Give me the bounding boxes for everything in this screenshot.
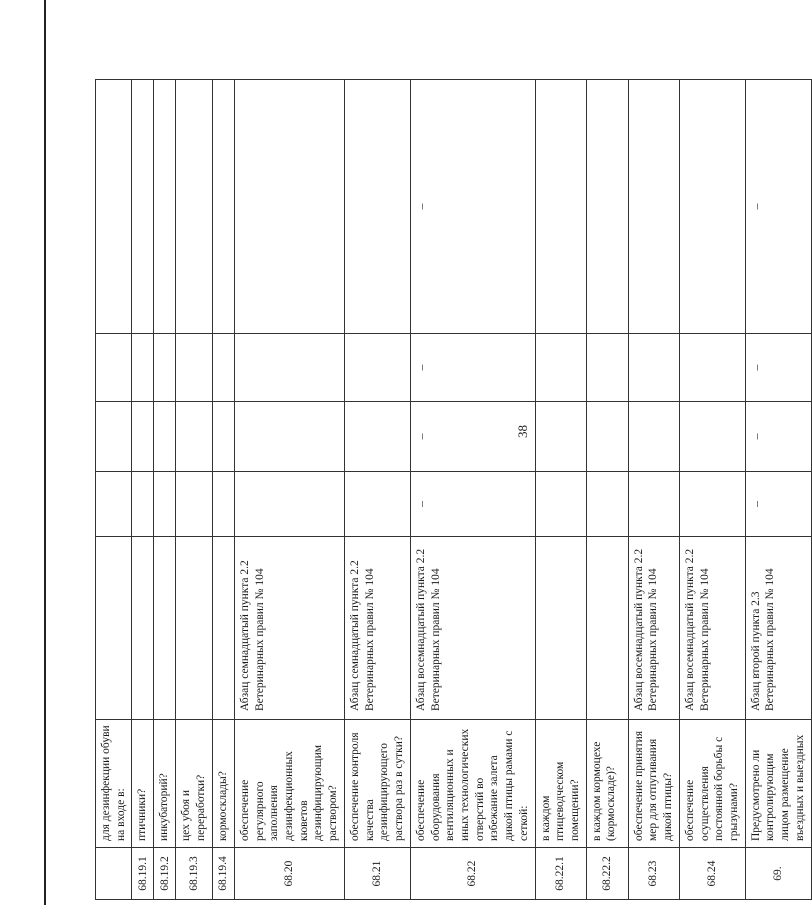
- mark-cell-na: [154, 334, 176, 402]
- question-cell: обеспечение принятия мер для отпугивания дикой птицы?: [628, 720, 679, 848]
- question-cell: в каждом птицеводческом помещении?: [535, 720, 586, 848]
- table-row: [410, 80, 535, 900]
- table-row: [745, 80, 811, 900]
- mark-cell-notes: –: [745, 80, 811, 334]
- table-row: [176, 80, 212, 900]
- row-number-cell: 68.21: [344, 848, 410, 900]
- mark-cell-yes: [96, 472, 132, 537]
- table-row: [212, 80, 234, 900]
- mark-cell-yes: [154, 472, 176, 537]
- mark-cell-yes: [176, 472, 212, 537]
- row-number-cell: 68.22: [410, 848, 535, 900]
- question-cell: обеспечение осуществления постоянной борьбы с грызунами?: [679, 720, 745, 848]
- reference-cell: [132, 537, 154, 720]
- mark-cell-na: [628, 334, 679, 402]
- mark-cell-no: [154, 402, 176, 472]
- mark-cell-no: [679, 402, 745, 472]
- mark-cell-notes: [535, 80, 586, 334]
- mark-cell-notes: [212, 80, 234, 334]
- mark-cell-na: –: [410, 334, 535, 402]
- mark-cell-yes: [535, 472, 586, 537]
- checklist-table: [95, 79, 812, 900]
- row-number-cell: 68.20: [234, 848, 344, 900]
- mark-cell-na: [535, 334, 586, 402]
- question-cell: птичники?: [132, 720, 154, 848]
- reference-cell: Абзац второй пункта 2.3 Ветеринарных правил № 104: [745, 537, 811, 720]
- question-cell: обеспечение контроля качества дезинфицирующего раствора раз в сутки?: [344, 720, 410, 848]
- row-number-cell: 68.19.2: [154, 848, 176, 900]
- table-row: [535, 80, 586, 900]
- mark-cell-na: [212, 334, 234, 402]
- mark-cell-na: [586, 334, 628, 402]
- table-row: [132, 80, 154, 900]
- question-cell: инкубаторий?: [154, 720, 176, 848]
- mark-cell-na: [132, 334, 154, 402]
- mark-cell-notes: [679, 80, 745, 334]
- mark-cell-yes: [132, 472, 154, 537]
- reference-cell: [176, 537, 212, 720]
- mark-cell-notes: [628, 80, 679, 334]
- mark-cell-no: [132, 402, 154, 472]
- reference-cell: Абзац восемнадцатый пункта 2.2 Ветеринарных правил № 104: [628, 537, 679, 720]
- mark-cell-no: [586, 402, 628, 472]
- mark-cell-na: [344, 334, 410, 402]
- mark-cell-yes: –: [745, 472, 811, 537]
- mark-cell-no: [96, 402, 132, 472]
- table-row: [628, 80, 679, 900]
- mark-cell-notes: [132, 80, 154, 334]
- row-number-cell: 68.22.2: [586, 848, 628, 900]
- mark-cell-na: [96, 334, 132, 402]
- page-left-border: [44, 0, 46, 905]
- mark-cell-yes: [344, 472, 410, 537]
- table-row: [586, 80, 628, 900]
- reference-cell: [154, 537, 176, 720]
- reference-cell: Абзац семнадцатый пункта 2.2 Ветеринарных правил № 104: [234, 537, 344, 720]
- table-row: [154, 80, 176, 900]
- mark-cell-no: –: [745, 402, 811, 472]
- mark-cell-no: [628, 402, 679, 472]
- mark-cell-notes: –: [410, 80, 535, 334]
- mark-cell-yes: [679, 472, 745, 537]
- mark-cell-no: [176, 402, 212, 472]
- table-row: [679, 80, 745, 900]
- row-number-cell: 68.22.1: [535, 848, 586, 900]
- row-number-cell: 68.19.4: [212, 848, 234, 900]
- table-row: [96, 80, 132, 900]
- mark-cell-yes: [628, 472, 679, 537]
- question-cell: обеспечение оборудования вентиляционных и иных технологических отверстий во избежание залета дикой птицы рамами с сеткой:: [410, 720, 535, 848]
- mark-cell-notes: [344, 80, 410, 334]
- row-number-cell: 69.: [745, 848, 811, 900]
- mark-cell-notes: [96, 80, 132, 334]
- mark-cell-no: [212, 402, 234, 472]
- reference-cell: [212, 537, 234, 720]
- page-number: 38: [515, 425, 530, 438]
- mark-cell-yes: [212, 472, 234, 537]
- question-cell: цех убоя и переработки?: [176, 720, 212, 848]
- mark-cell-notes: [154, 80, 176, 334]
- mark-cell-na: [176, 334, 212, 402]
- question-cell: в каждом кормоцехе (кормоскладе)?: [586, 720, 628, 848]
- row-number-cell: 68.19.1: [132, 848, 154, 900]
- mark-cell-notes: [586, 80, 628, 334]
- question-cell: Предусмотрено ли контролирующим лицом размещение въездных и выездных: [745, 720, 811, 848]
- mark-cell-yes: [586, 472, 628, 537]
- reference-cell: [96, 537, 132, 720]
- question-cell: обеспечение регулярного заполнения дезинфекционных кюветов дезинфицирующим раствором?: [234, 720, 344, 848]
- reference-cell: Абзац семнадцатый пункта 2.2 Ветеринарных правил № 104: [344, 537, 410, 720]
- rotated-sheet: [95, 80, 806, 900]
- mark-cell-na: –: [745, 334, 811, 402]
- mark-cell-no: –: [410, 402, 535, 472]
- reference-cell: Абзац восемнадцатый пункта 2.2 Ветеринарных правил № 104: [410, 537, 535, 720]
- mark-cell-no: [234, 402, 344, 472]
- mark-cell-notes: [176, 80, 212, 334]
- table-row: [344, 80, 410, 900]
- table-row: [234, 80, 344, 900]
- mark-cell-no: [344, 402, 410, 472]
- mark-cell-na: [234, 334, 344, 402]
- table-body: [96, 80, 812, 900]
- row-number-cell: [96, 848, 132, 900]
- reference-cell: [535, 537, 586, 720]
- mark-cell-yes: –: [410, 472, 535, 537]
- reference-cell: Абзац восемнадцатый пункта 2.2 Ветеринарных правил № 104: [679, 537, 745, 720]
- question-cell: для дезинфекции обуви на входе в:: [96, 720, 132, 848]
- mark-cell-notes: [234, 80, 344, 334]
- row-number-cell: 68.19.3: [176, 848, 212, 900]
- question-cell: кормосклады?: [212, 720, 234, 848]
- reference-cell: [586, 537, 628, 720]
- row-number-cell: 68.24: [679, 848, 745, 900]
- row-number-cell: 68.23: [628, 848, 679, 900]
- mark-cell-na: [679, 334, 745, 402]
- mark-cell-no: [535, 402, 586, 472]
- mark-cell-yes: [234, 472, 344, 537]
